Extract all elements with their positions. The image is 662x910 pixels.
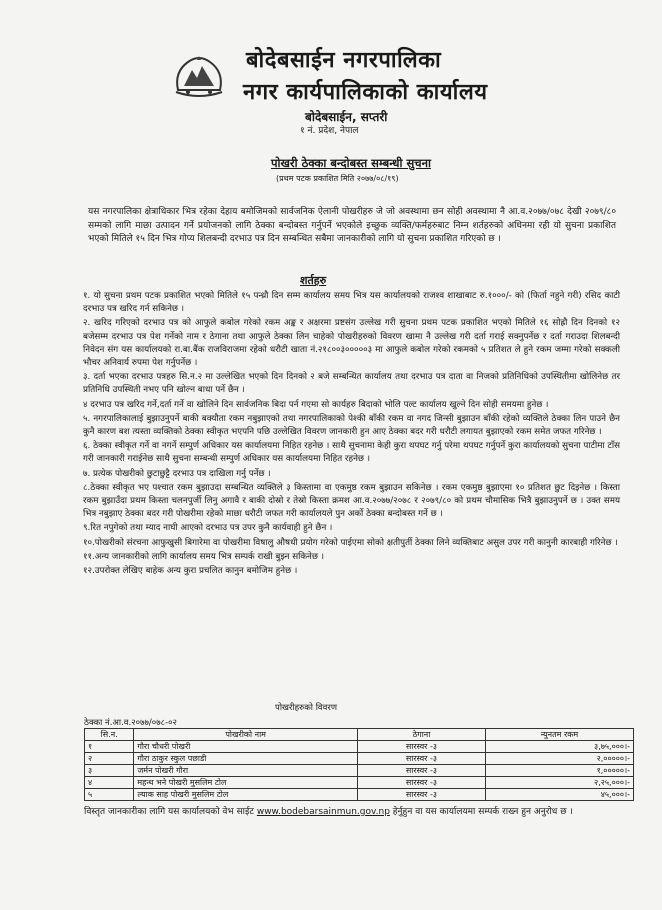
table-header-row (85, 729, 634, 741)
footer-text: विस्तृत जानकारीका लागि यस कार्यालयको वेभ साईट (84, 807, 257, 817)
intro-paragraph: यस नगरपालिका क्षेत्राधिकार भित्र रहेका देहाय बमोजिमको सार्वजनिक ऐलानी पोखरीहरु जे जो अवस्थामा छन सोही अवस्थामा नै आ.व.२०७७/०७८ देखी २०७९/८० सम्मको लागि माछा उत्पादन गर्ने प्रयोजनको लागि ठेक्का बन्दोबस्त गर्नुपर्ने भएकोले इच्छुक व्यक्ति/फर्महरुबाट निम्न शर्तहरुको अधिनमा रही यो सुचना प्रकाशित भएको मितिले १५ दिन भित्र गोप्य शिलबन्दी दरभाउ पत्र दिन सम्बन्धित सबैमा जानकारीको लागि यो सुचना प्रकाशित गरिएको छ । (88, 207, 616, 244)
term-clause: ७. प्रत्येक पोखरीको छुटाछुट्टै दरभाउ पत्र दाखिला गर्नु पर्नेछ । (83, 468, 271, 479)
table-cell: ३,७५,०००।- (485, 741, 633, 753)
notice-subtitle: (प्रथम पटक प्रकाशित मिति २०७७/०८/१९) (276, 174, 399, 183)
table-cell: सारस्वर -३ (357, 741, 485, 753)
term-clause: ४ दरभाउ पत्र खरिद गर्ने,दर्ता गर्ने वा खोलिने दिन सार्वजनिक बिदा पर्न गएमा सो कार्यहरु बिदाको भोलि पल्ट कार्यालय खुल्ने दिन सोही समयमा हुनेछ । (83, 399, 549, 410)
column-header: ठेगाना (357, 729, 485, 741)
table-cell: जर्मन पोखरी गौरा (134, 765, 358, 777)
term-clause: ११.अन्य जानकारीको लागि कार्यालय समय भित्र सम्पर्क राखी बुझ्न सकिनेछ । (83, 551, 325, 562)
term-clause: ९.रित नपुगेको तथा म्याद नाघी आएको दरभाउ पत्र उपर कुनै कार्यवाही हुने छैन । (83, 523, 333, 534)
table-title: पोखरीहरुको विवरण (275, 703, 337, 713)
table-cell: २,०००००।- (485, 753, 633, 765)
term-clause: ६. ठेक्का स्वीकृत गर्ने वा नगर्ने सम्पुर्ण अधिकार यस कार्यालयमा निहित रहनेछ । साथै सुचनामा केही कुरा थपघट गर्नु परेमा थपघट गर्नुपर्ने कुरा कार्यालयको सुचना पाटीमा टाँस गरी जानकारी गराईनेछ साथै सुचना सम्बन्धी सम्पुर्ण अधिकार यस कार्यालयमा निहित रहनेछ । (83, 441, 620, 465)
table-cell: गौरा चौधरी पोखरी (134, 741, 358, 753)
table-row (85, 789, 634, 801)
table-cell: महन्थ भने पोखरी मुसलिम टोल (134, 777, 358, 789)
table-cell: गौरा ठाकुर स्कुल पछाडी (134, 753, 358, 765)
column-header: न्युनतम रकम (485, 729, 633, 741)
table-row (85, 741, 634, 753)
table-cell: २,२५,०००।- (485, 777, 633, 789)
terms-list (83, 290, 620, 579)
table-cell: ल्याक साह पोखरी मुसलिम टोल (134, 789, 358, 801)
term-clause: ३. दर्ता भएका दरभाउ पत्रहरु सि.न.२ मा उल्लेखित भएको दिन दिनको २ बजे सम्बन्धित कार्यालय तथा दरभाउ पत्र दाता वा निजको प्रतिनिधिको उपस्थितीमा खोलिनेछ तर प्रतिनिधि उपस्थिती नभए पनि खोल्न बाधा पर्ने छैन । (83, 372, 620, 396)
table-cell: २ (85, 753, 134, 765)
footer-note (84, 806, 624, 819)
term-clause: ५. नगरपालिकालाई बुझाउनुपर्ने बाकी बक्यौता रकम नबुझाएको तथा नगरपालिकाको पेश्की बाँकी रकम वा नगद जिन्सी बुझाउन बाँकी रहेको व्यक्तिले ठेक्का लिन पाउने छैन कुनै कारण बश त्यस्ता व्यक्तिको ठेक्का स्वीकृत भएपनि पछि उल्लेखित विवरण जानकारी हुन आए ठेक्का बदर गरी धरौटी लगायत बुझाएको रकम समेत जफत गरिनेछ । (83, 413, 620, 438)
terms-heading: शर्तहरु (300, 274, 327, 287)
ponds-table (84, 728, 634, 801)
table-row (85, 765, 634, 777)
table-cell: ५ (85, 789, 134, 801)
table-cell: सारस्वर -३ (357, 789, 485, 801)
contract-number: ठेक्का नं.आ.व.२०७७/०७८-०२ (84, 718, 177, 728)
table-cell: सारस्वर -३ (357, 753, 485, 765)
website-link[interactable]: www.bodebarsainmun.gov.np (256, 807, 390, 817)
government-emblem-icon (170, 50, 228, 100)
table-cell: ४ (85, 777, 134, 789)
table-row (85, 753, 634, 765)
column-header: सि.न. (85, 729, 134, 741)
footer-text: हेर्नुहुन वा यस कार्यालयमा सम्पर्क राख्न हुन अनुरोध छ । (389, 807, 573, 817)
term-clause: २. खरिद गरिएको दरभाउ पत्र को आफुले कबोल गरेको रकम अङ्क र अक्षरमा प्रष्टसंग उल्लेख गरी सुचना प्रथम पटक प्रकाशित भएको मितिले १६ सोह्रौ दिन दिनको १२ बजेसम्म दरभाउ पत्र पेश गर्नेको नाम र ठेगाना तथा आफुले ठेक्का लिन चाहेको पोखरीहरुको विवरण खामा नै उल्लेख गरी दर्ता गराई सक्नुपर्नेछ र दर्ता गराउदा शिलबन्दी निवेदन संग यस कार्यालयको रा.बा.बैंक राजविराजमा रहेको धरौटी खाता नं.२१८००३०००००३ मा आफुले कबोल गरेको रकमको ५ प्रतिशत ले हुने रकम जम्मा गरेको सक्कली भौचर अनिवार्य रुपमा पेश गर्नुपर्नेछ । (83, 318, 620, 369)
term-clause: १. यो सुचना प्रथम पटक प्रकाशित भएको मितिले १५ पन्ध्रौ दिन सम्म कार्यालय समय भित्र यस कार्यालयको राजश्व शाखाबाट रु.१०००/- को (फिर्ता नहुने गरी) रसिद काटी दरभाउ पत्र खरिद गर्न सकिनेछ । (83, 291, 620, 315)
column-header: पोखरीको नाम (134, 729, 358, 741)
table-cell: १,०००००।- (485, 765, 633, 777)
table-cell: ४५,०००।- (485, 789, 633, 801)
province-line: १ नं. प्रदेश, नेपाल (300, 126, 359, 136)
table-cell: ३ (85, 765, 134, 777)
table-cell: सारस्वर -३ (357, 777, 485, 789)
table-cell: १ (85, 741, 134, 753)
office-name: नगर कार्यपालिकाको कार्यालय (243, 80, 488, 105)
office-location: बोदेबसाईन, सप्तरी (305, 110, 388, 124)
term-clause: १२.उपरोक्त लेखिए बाहेक अन्य कुरा प्रचलित कानुन बमोजिम हुनेछ । (83, 566, 298, 577)
table-cell: सारस्वर -३ (357, 765, 485, 777)
notice-title: पोखरी ठेक्का बन्दोबस्त सम्बन्धी सुचना (271, 156, 431, 170)
municipality-name: बोदेबसाईन नगरपालिका (246, 48, 442, 73)
term-clause: १०.पोखरीको संरचना आफुखुसी बिगारेमा वा पोखरीमा विषालु औषधी प्रयोग गरेको पाईएमा सोको क्षतीपुर्ती ठेक्का लिने व्यक्तिबाट असुल उपर गरी कानुनी कारबाही गरिनेछ । (83, 537, 618, 548)
table-row (85, 777, 634, 789)
term-clause: ८.ठेक्का स्वीकृत भए पश्चात रकम बुझाउदा सम्बन्धित व्यक्तिले ३ किस्तामा वा एकमुष्ठ रकम बुझाउन सकिनेछ । रकम एकमुष्ठ बुझाएमा १० प्रतिशत छुट दिइनेछ । किस्ता रकम बुझाउँदा प्रथम किस्ता चलनपुर्जी लिनु अगावै र बाकी दोस्रो र तेस्रो किस्ता क्रमश आ.व.२०७७/२०७८ र २०७९/८० को प्रथम चौमासिक भित्रै बुझाउनुपर्ने छ । उक्त समय भित्र नबुझाए ठेक्का बदर गरी पोखरीमा रहेको माछा धरौटी जफत गरी कार्यालयले पुन अर्को ठेक्का बन्दोबस्त गर्ने छ । (83, 482, 620, 520)
